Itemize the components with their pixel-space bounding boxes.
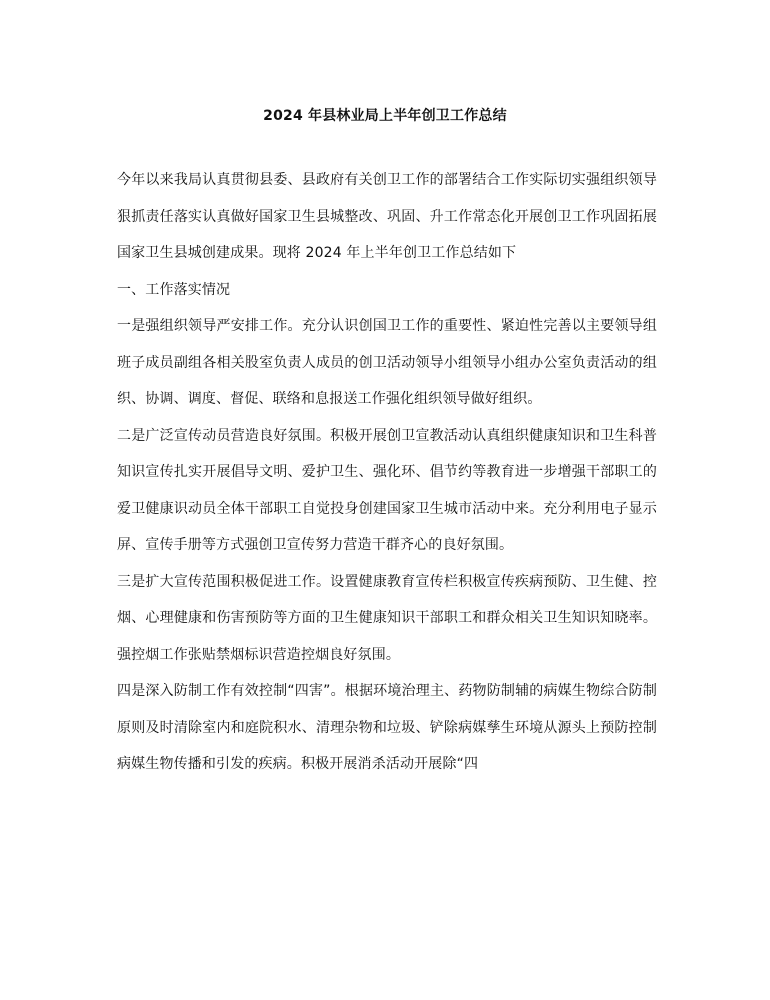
intro-paragraph: 今年以来我局认真贯彻县委、县政府有关创卫工作的部署结合工作实际切实强组织领导狠抓责任落实认真做好国家卫生县城整改、巩固、升工作常态化开展创卫工作巩固拓展国家卫生县城创建成果。现将 2024 年上半年创卫工作总结如下 [117, 172, 657, 261]
paragraph-publicity: 二是广泛宣传动员营造良好氛围。积极开展创卫宣教活动认真组织健康知识和卫生科普知识宣传扎实开展倡导文明、爱护卫生、强化环、倡节约等教育进一步增强干部职工的爱卫健康识动员全体干部职工自觉投身创建国家卫生城市活动中来。充分利用电子显示屏、宣传手册等方式强创卫宣传努力营造干群齐心的良好氛围。 [117, 427, 657, 553]
document-title: 2024 年县林业局上半年创卫工作总结 [263, 108, 507, 124]
paragraph-outreach: 三是扩大宣传范围积极促进工作。设置健康教育宣传栏积极宣传疾病预防、卫生健、控烟、心理健康和伤害预防等方面的卫生健康知识干部职工和群众相关卫生知识知晓率。强控烟工作张贴禁烟标识营造控烟良好氛围。 [117, 573, 657, 663]
document-body [117, 162, 657, 783]
section-heading: 一、工作落实情况 [117, 281, 231, 298]
paragraph-organization: 一是强组织领导严安排工作。充分认识创国卫工作的重要性、紧迫性完善以主要领导组班子成员副组各相关股室负责人成员的创卫活动领导小组领导小组办公室负责活动的组织、协调、调度、督促、联络和息报送工作强化组织领导做好组织。 [117, 318, 657, 407]
paragraph-pest-control: 四是深入防制工作有效控制“四害”。根据环境治理主、药物防制辅的病媒生物综合防制原则及时清除室内和庭院积水、清理杂物和垃圾、铲除病媒孳生环境从源头上预防控制病媒生物传播和引发的疾病。积极开展消杀活动开展除“四 [117, 683, 657, 772]
